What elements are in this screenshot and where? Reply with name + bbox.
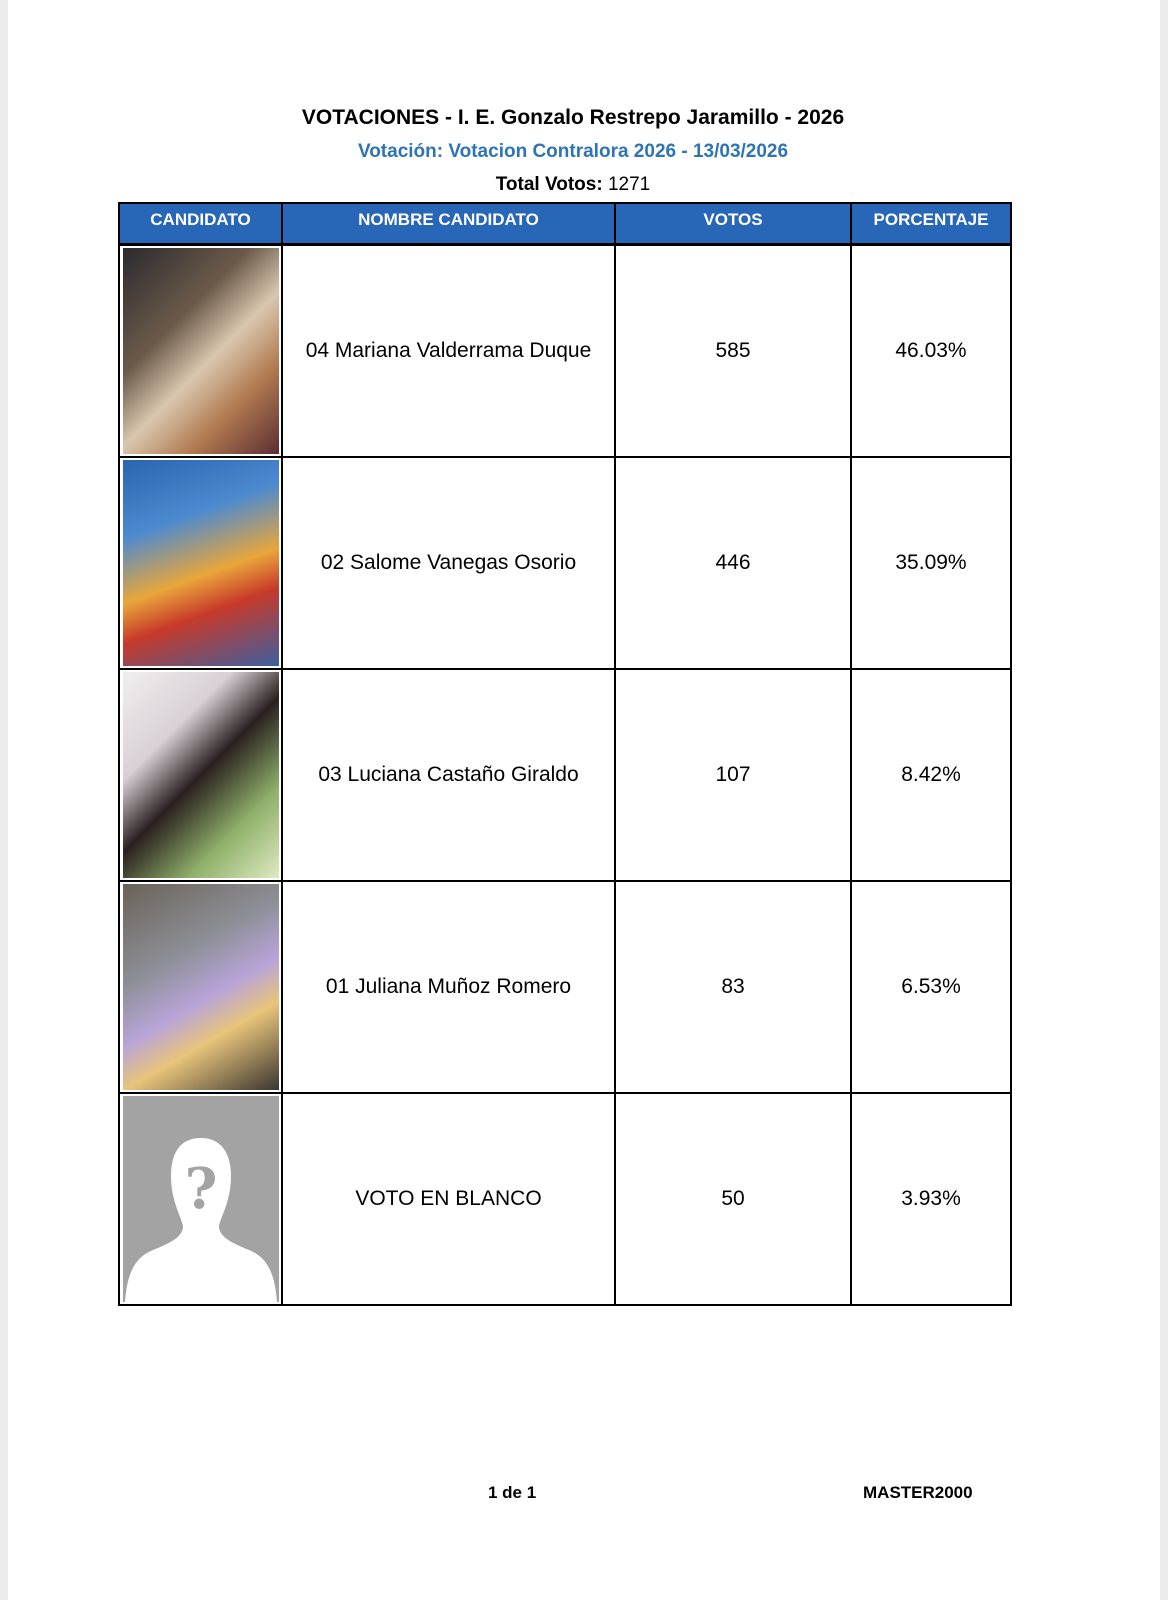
candidate-photo-cell: [119, 881, 282, 1093]
table-row: [119, 457, 1011, 669]
candidate-photo: [123, 672, 279, 878]
candidate-photo: [123, 884, 279, 1090]
candidate-percent: 46.03%: [851, 244, 1011, 457]
candidate-name: 02 Salome Vanegas Osorio: [282, 457, 615, 669]
table-header-row: [119, 203, 1011, 244]
candidate-votes: 585: [615, 244, 851, 457]
candidate-percent: 3.93%: [851, 1093, 1011, 1305]
candidate-name: 01 Juliana Muñoz Romero: [282, 881, 615, 1093]
candidate-photo-cell: [119, 457, 282, 669]
candidate-votes: 446: [615, 457, 851, 669]
candidate-photo-cell: [119, 669, 282, 881]
report-page: [8, 0, 1160, 1600]
candidate-votes: 83: [615, 881, 851, 1093]
svg-text:?: ?: [184, 1155, 217, 1222]
candidate-votes: 50: [615, 1093, 851, 1305]
footer-brand: MASTER2000: [863, 1483, 973, 1502]
candidate-name: 04 Mariana Valderrama Duque: [282, 244, 615, 457]
table-row: [119, 881, 1011, 1093]
candidate-name: VOTO EN BLANCO: [282, 1093, 615, 1305]
page-number: 1 de 1: [488, 1483, 537, 1502]
column-header-percent: PORCENTAJE: [851, 203, 1011, 244]
voting-subtitle: Votación: Votacion Contralora 2026 - 13/03/2026: [357, 141, 789, 162]
candidate-votes: 107: [615, 669, 851, 881]
table-row: [119, 1093, 1011, 1305]
candidate-photo-cell: [119, 244, 282, 457]
candidate-name: 03 Luciana Castaño Giraldo: [282, 669, 615, 881]
table-row: [119, 669, 1011, 881]
results-table: [118, 202, 1012, 1306]
candidate-percent: 8.42%: [851, 669, 1011, 881]
candidate-photo-cell: [119, 1093, 282, 1305]
candidate-percent: 6.53%: [851, 881, 1011, 1093]
total-votes-label: Total Votos:: [495, 174, 603, 195]
blank-vote-silhouette-icon: [123, 1096, 279, 1302]
report-title: VOTACIONES - I. E. Gonzalo Restrepo Jaramillo - 2026: [301, 106, 845, 129]
column-header-name: NOMBRE CANDIDATO: [282, 203, 615, 244]
candidate-photo: [123, 460, 279, 666]
candidate-photo: [123, 248, 279, 454]
table-row: [119, 244, 1011, 457]
total-votes-value: 1271: [607, 174, 651, 195]
column-header-candidate: CANDIDATO: [119, 203, 282, 244]
column-header-votes: VOTOS: [615, 203, 851, 244]
candidate-percent: 35.09%: [851, 457, 1011, 669]
total-votes: [8, 174, 1138, 196]
